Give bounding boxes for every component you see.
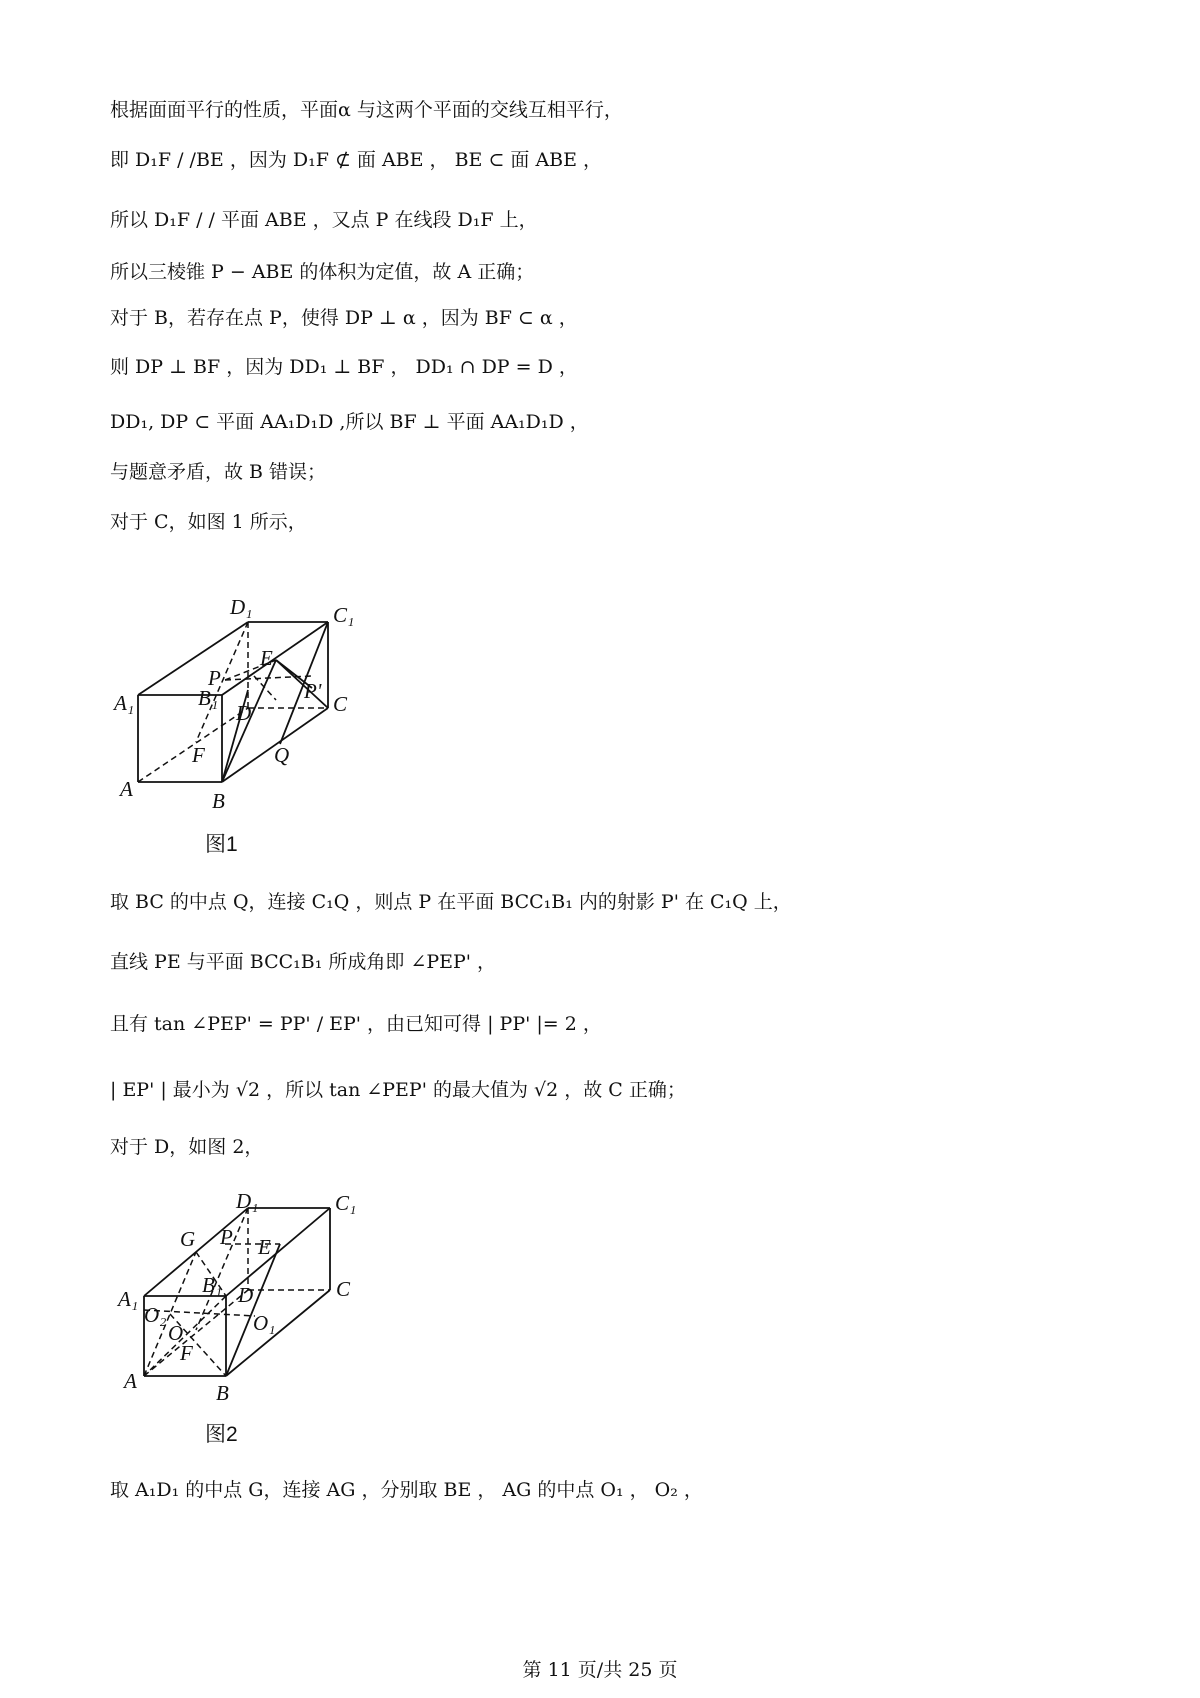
text-line-9: 对于 C，如图 1 所示， [110, 511, 307, 533]
fig2-label-C1: C₁ [335, 1191, 357, 1215]
text-line-1: 根据面面平行的性质，平面α 与这两个平面的交线互相平行， [110, 99, 623, 121]
figure-2-drawing [110, 1180, 370, 1405]
figure-1 [110, 585, 370, 813]
fig2-label-D: D [238, 1283, 254, 1307]
fig2-label-B: B [216, 1381, 229, 1405]
fig2-label-F: F [180, 1341, 193, 1365]
fig1-label-P: P [208, 666, 221, 690]
fig2-label-B1: B₁ [202, 1273, 223, 1297]
text-line-15: 取 A₁D₁ 的中点 G，连接 AG ，分别取 BE ， AG 的中点 O₁ ， O₂ ， [110, 1479, 703, 1501]
fig2-label-A1: A₁ [118, 1287, 139, 1311]
text-line-10: 取 BC 的中点 Q，连接 C₁Q ，则点 P 在平面 BCC₁B₁ 内的射影 P' 在 C₁Q 上， [110, 891, 792, 913]
fig2-label-O: O [168, 1321, 184, 1345]
fig1-label-C1: C₁ [333, 603, 355, 627]
fig2-label-C: C [336, 1277, 351, 1301]
figure-2 [110, 1180, 370, 1404]
fig1-label-D: D [236, 701, 252, 725]
fig2-label-E: E [258, 1235, 271, 1259]
fig1-label-Pprime: P' [304, 679, 322, 703]
figure-2-caption: 图2 [205, 1423, 238, 1446]
fig2-label-O2: O₂ [144, 1303, 167, 1327]
figure-1-caption: 图1 [205, 833, 238, 856]
text-line-8: 与题意矛盾，故 B 错误； [110, 461, 327, 483]
fig1-label-B: B [212, 789, 225, 813]
fig2-label-D1: D₁ [236, 1189, 259, 1213]
figure-1-drawing [110, 585, 370, 813]
text-line-12: 且有 tan ∠PEP' = PP' / EP' ，由已知可得 | PP' |= 2 ， [110, 1013, 602, 1035]
fig1-label-D1: D₁ [230, 595, 253, 619]
fig1-label-Q: Q [274, 743, 290, 767]
text-line-7: DD₁, DP ⊂ 平面 AA₁D₁D ,所以 BF ⊥ 平面 AA₁D₁D ， [110, 411, 589, 433]
fig1-label-E: E [260, 646, 273, 670]
text-line-2: 即 D₁F / /BE ，因为 D₁F ⊄ 面 ABE ， BE ⊂ 面 ABE ， [110, 149, 603, 171]
page-footer: 第 11 页/共 25 页 [522, 1659, 678, 1681]
fig2-label-P: P [220, 1225, 233, 1249]
text-line-11: 直线 PE 与平面 BCC₁B₁ 所成角即 ∠PEP' ， [110, 951, 497, 973]
text-line-4: 所以三棱锥 P − ABE 的体积为定值，故 A 正确； [110, 261, 535, 283]
text-line-3: 所以 D₁F / / 平面 ABE ，又点 P 在线段 D₁F 上， [110, 209, 538, 231]
text-line-13: | EP' | 最小为 √2 ，所以 tan ∠PEP' 的最大值为 √2 ，故 C 正确； [110, 1079, 686, 1101]
fig1-label-B1: B₁ [198, 686, 219, 710]
fig2-label-A: A [124, 1369, 137, 1393]
fig1-label-A: A [120, 777, 133, 801]
fig2-label-G: G [180, 1227, 196, 1251]
text-line-6: 则 DP ⊥ BF ，因为 DD₁ ⊥ BF ， DD₁ ∩ DP = D ， [110, 356, 578, 378]
fig2-label-O1: O₁ [253, 1311, 276, 1335]
text-line-14: 对于 D，如图 2， [110, 1136, 264, 1158]
fig1-label-F: F [192, 743, 205, 767]
fig1-label-A1: A₁ [114, 691, 135, 715]
fig1-label-C: C [333, 692, 348, 716]
text-line-5: 对于 B，若存在点 P，使得 DP ⊥ α ，因为 BF ⊂ α ， [110, 307, 578, 329]
